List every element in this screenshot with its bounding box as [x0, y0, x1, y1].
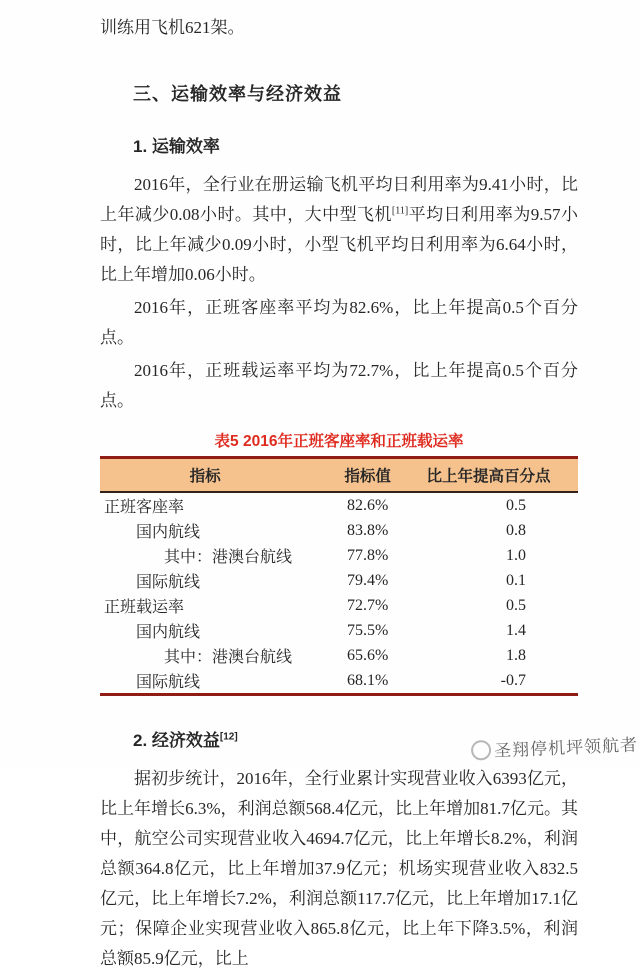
utilization-paragraph — [100, 170, 578, 290]
row-change: -0.7 — [500, 671, 526, 689]
text-block — [100, 0, 578, 974]
economic-paragraph: 据初步统计，2016年，全行业累计实现营业收入6393亿元，比上年增长6.3%，利润总额568.4亿元，比上年增加81.7亿元。其中，航空公司实现营业收入4694.7亿元，比上年增长8.2%，利润总额364.8亿元，比上年增加37.9亿元；机场实现营业收入832.5亿元，比上年增长7.2%，利润总额117.7亿元，比上年增加17.1亿元；保障企业实现营业收入865.8亿元，比上年下降3.5%，利润总额85.9亿元，比上 — [100, 769, 578, 968]
cargo-load-paragraph: 2016年，正班载运率平均为72.7%，比上年提高0.5个百分点。 — [100, 361, 578, 410]
row-value: 68.1% — [347, 671, 389, 689]
row-label: 国际航线 — [136, 574, 201, 591]
row-label: 国际航线 — [136, 674, 201, 691]
row-value: 82.6% — [347, 496, 389, 514]
row-value: 72.7% — [347, 596, 389, 614]
footnote-ref-12: [12] — [219, 731, 238, 743]
row-label: 国内航线 — [136, 524, 201, 541]
row-value: 77.8% — [347, 546, 389, 564]
row-label: 正班客座率 — [104, 499, 185, 516]
row-label: 正班载运率 — [104, 599, 185, 616]
table-row — [100, 568, 578, 593]
load-factor-table — [100, 456, 578, 696]
intro-line: 训练用飞机621架。 — [100, 18, 245, 37]
table-row — [100, 518, 578, 543]
row-value: 83.8% — [347, 521, 389, 539]
table-row — [100, 492, 578, 518]
passenger-load-paragraph: 2016年，正班客座率平均为82.6%，比上年提高0.5个百分点。 — [100, 298, 578, 347]
row-label: 国内航线 — [136, 624, 201, 641]
table-row — [100, 618, 578, 643]
footnote-ref-11: [11] — [391, 205, 409, 217]
utilization-paragraph-post: 平均日利用率为9.57小时，比上年减少0.09小时，小型飞机平均日利用率为6.64小时，比上年增加0.06小时。 — [100, 205, 579, 284]
column-header-change: 比上年提高百分点 — [426, 468, 551, 485]
row-change: 0.5 — [506, 596, 526, 614]
row-label: 其中：港澳台航线 — [164, 549, 293, 566]
table-header — [100, 458, 578, 493]
row-value: 65.6% — [347, 646, 389, 664]
row-label: 其中：港澳台航线 — [164, 649, 293, 666]
subsection-heading-transport-efficiency: 1. 运输效率 — [133, 137, 220, 156]
row-change: 1.4 — [506, 621, 526, 639]
row-change: 1.0 — [506, 546, 526, 564]
column-header-value: 指标值 — [344, 468, 391, 485]
table-header-row — [100, 458, 578, 493]
economic-heading-text: 2. 经济效益 — [133, 731, 220, 750]
column-header-indicator: 指标 — [189, 468, 221, 485]
subsection-heading-economic-benefit — [133, 726, 578, 751]
row-change: 0.5 — [506, 496, 526, 514]
row-value: 75.5% — [347, 621, 389, 639]
row-value: 79.4% — [347, 571, 389, 589]
table-title: 表5 2016年正班客座率和正班载运率 — [214, 433, 464, 450]
row-change: 0.1 — [506, 571, 526, 589]
utilization-paragraph-pre: 2016年，全行业在册运输飞机平均日利用率为9.41小时，比上年减少0.08小时。其中，大中型飞机 — [100, 175, 578, 224]
table-body — [100, 492, 578, 695]
table-row — [100, 643, 578, 668]
table-row — [100, 543, 578, 568]
table-row — [100, 668, 578, 695]
table-row — [100, 593, 578, 618]
watermark-text: 圣翔停机坪领航者 — [493, 735, 639, 761]
row-change: 0.8 — [506, 521, 526, 539]
row-change: 1.8 — [506, 646, 526, 664]
section-heading: 三、运输效率与经济效益 — [133, 84, 342, 104]
